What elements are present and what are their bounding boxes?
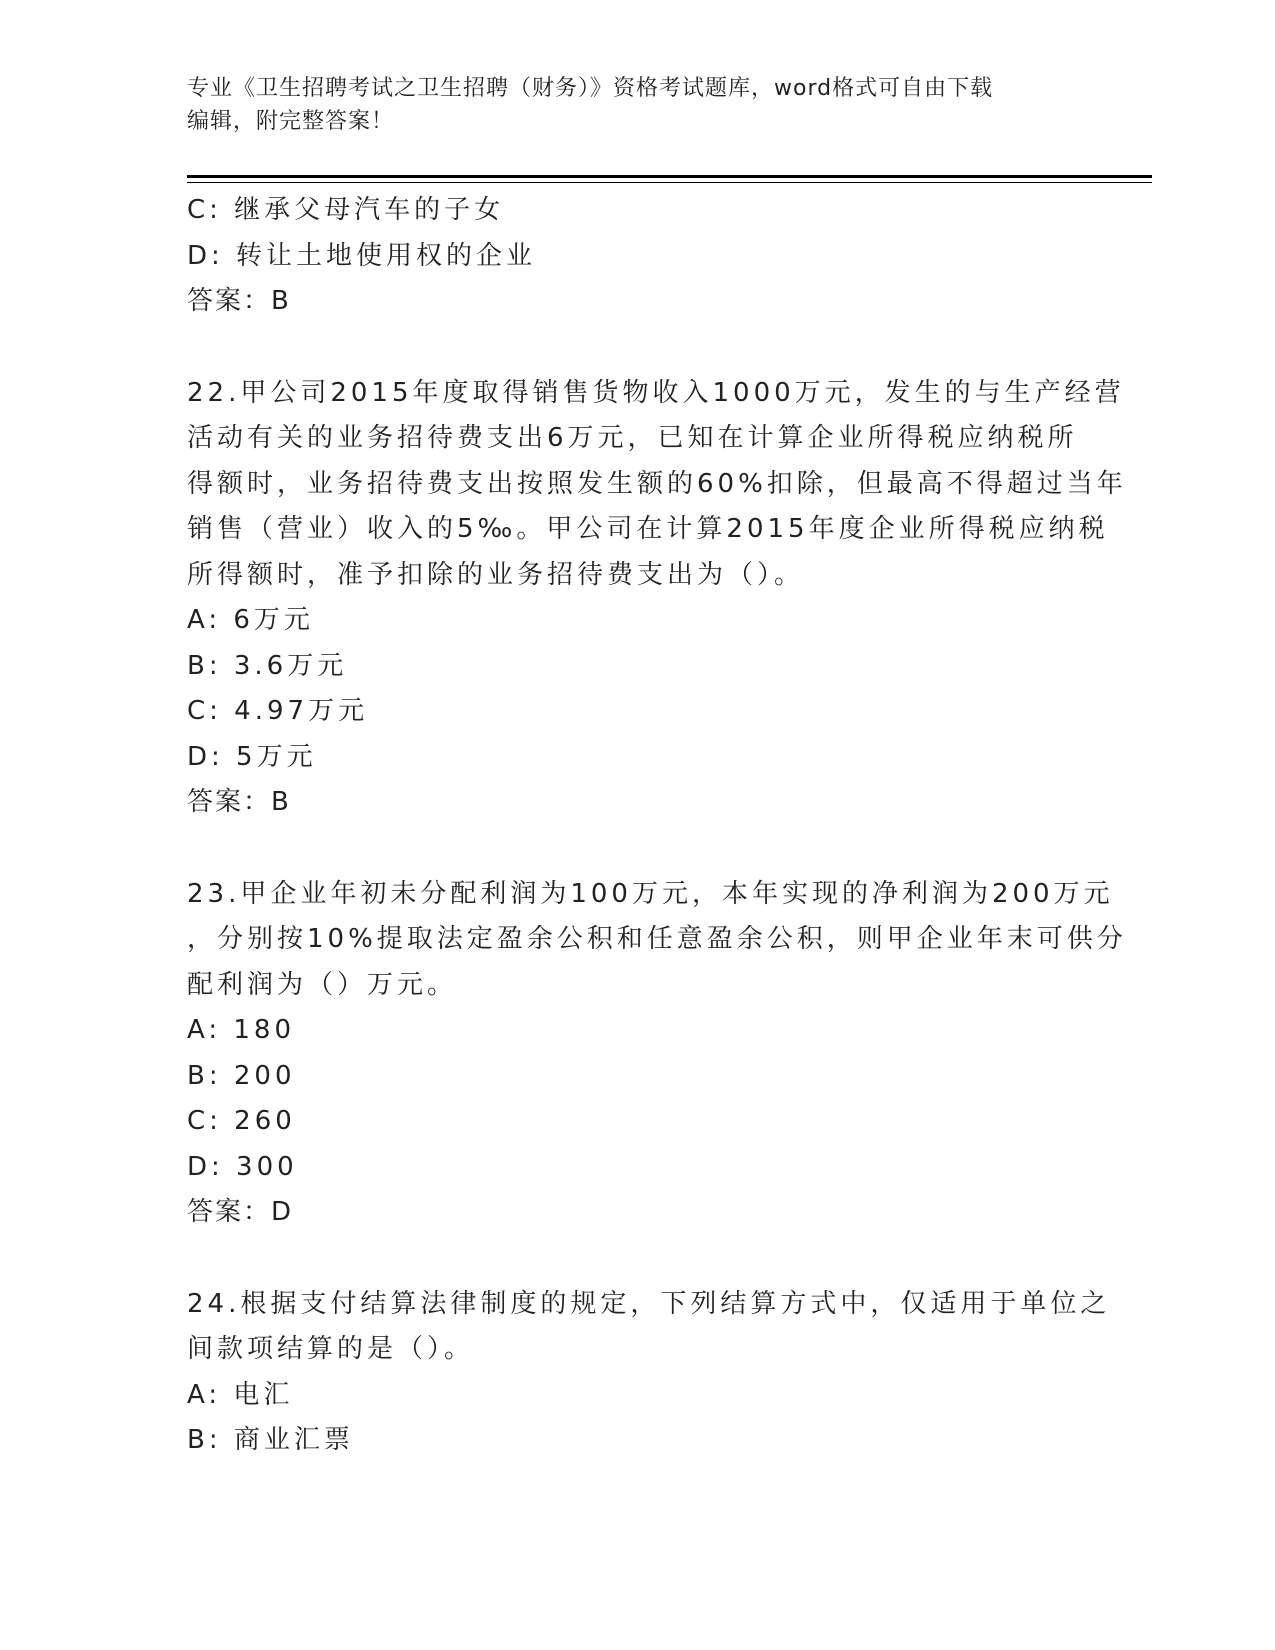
header-line-2: 编辑，附完整答案！ — [187, 109, 395, 134]
answer: 答案：B — [187, 787, 291, 817]
question-text-line: 间款项结算的是（）。 — [187, 1334, 475, 1364]
question-23 — [187, 872, 1127, 1236]
question-21-tail — [187, 188, 1087, 325]
question-24 — [187, 1282, 1111, 1464]
question-22 — [187, 371, 1127, 826]
option-a: A: 180 — [187, 1015, 295, 1045]
answer: 答案：D — [187, 1197, 294, 1227]
header-divider-thin — [187, 182, 1152, 183]
option-b: B: 200 — [187, 1060, 296, 1091]
question-text-line: 22.甲公司2015年度取得销售货物收入1000万元，发生的与生产经营 — [187, 377, 1125, 408]
option-c: C: 260 — [187, 1106, 296, 1136]
question-text-line: 活动有关的业务招待费支出6万元，已知在计算企业所得税应纳税所 — [187, 423, 1078, 453]
option-b: B: 3.6万元 — [187, 650, 348, 681]
question-text-line: 24.根据支付结算法律制度的规定，下列结算方式中，仅适用于单位之 — [187, 1288, 1111, 1319]
header-divider-thick — [187, 175, 1152, 178]
option-a: A: 6万元 — [187, 605, 314, 635]
option-a: A: 电汇 — [187, 1379, 294, 1410]
document-header — [187, 72, 1087, 138]
question-text-line: 销售（营业）收入的5‰。甲公司在计算2015年度企业所得税应纳税 — [187, 514, 1109, 544]
question-text-line: ，分别按10%提取法定盈余公积和任意盈余公积，则甲企业年末可供分 — [187, 924, 1127, 954]
question-text-line: 所得额时，准予扣除的业务招待费支出为（）。 — [187, 559, 805, 590]
option-d: D: 5万元 — [187, 741, 317, 772]
option-d: D: 300 — [187, 1151, 298, 1182]
option-c: C: 4.97万元 — [187, 696, 369, 726]
header-line-1: 专业《卫生招聘考试之卫生招聘（财务）》资格考试题库，word格式可自由下载 — [187, 76, 994, 101]
option-b: B: 商业汇票 — [187, 1425, 354, 1455]
option-d: D: 转让土地使用权的企业 — [187, 240, 537, 271]
question-content — [187, 188, 1127, 1464]
question-text-line: 配利润为（）万元。 — [187, 969, 458, 1000]
question-text-line: 23.甲企业年初未分配利润为100万元，本年实现的净利润为200万元 — [187, 878, 1114, 909]
answer: 答案：B — [187, 286, 291, 316]
question-text-line: 得额时，业务招待费支出按照发生额的60%扣除，但最高不得超过当年 — [187, 468, 1127, 499]
option-c: C: 继承父母汽车的子女 — [187, 195, 505, 225]
